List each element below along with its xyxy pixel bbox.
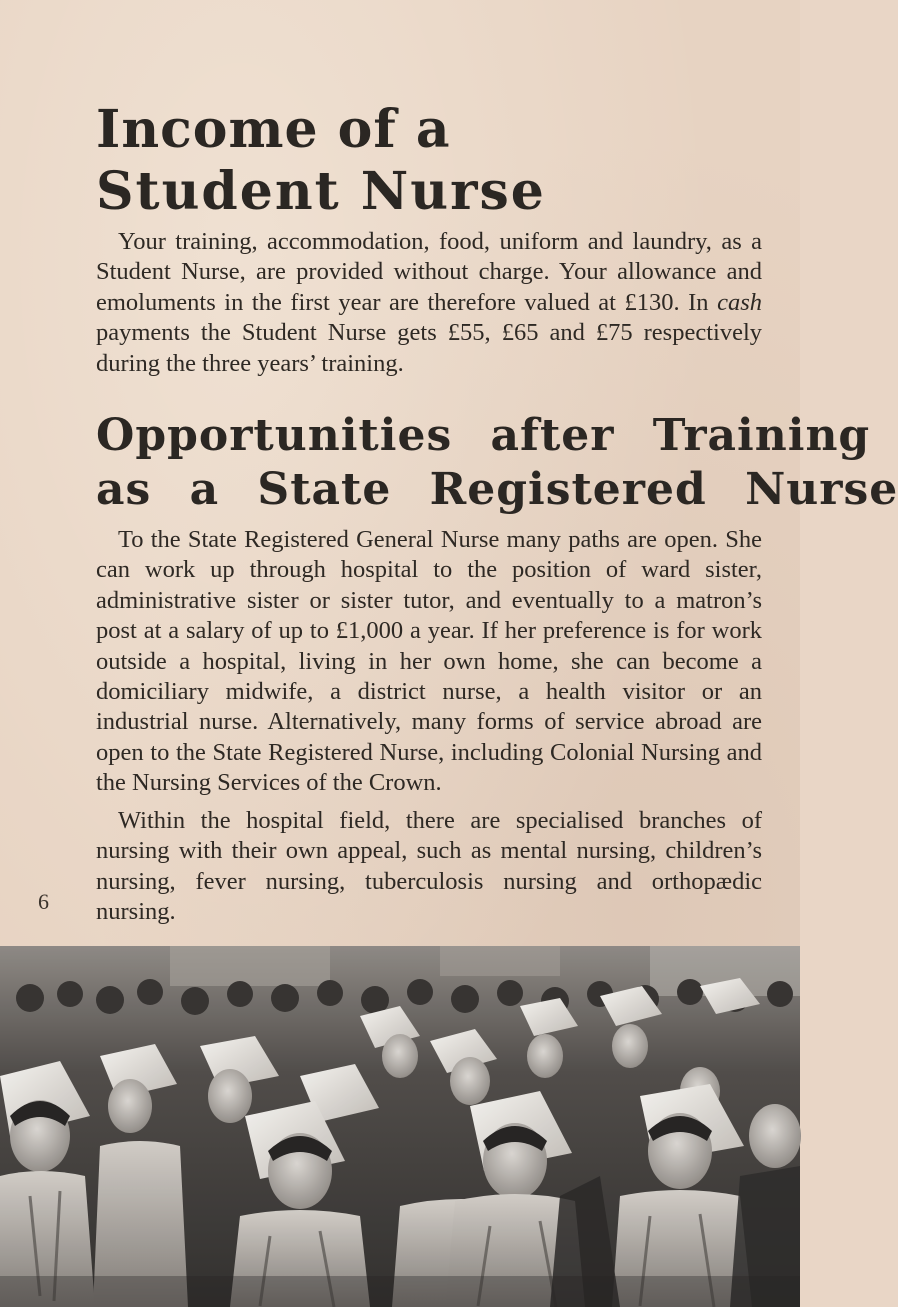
income-text-italic: cash <box>717 288 762 316</box>
specialised-branches-text: Within the hospital field, there are specialised branches of nursing with their own appeal, such as mental nursing, children’s nursing, fever nursing, tuberculosis nursing and orthopædic nursing. <box>96 807 762 926</box>
income-text-start: Your training, accommodation, food, uniform and laundry, as a Student Nurse, are provided without charge. Your allowance and emoluments in the first year are therefore valued at £130. In <box>96 228 762 316</box>
nurses-photograph <box>0 946 800 1307</box>
specialised-branches-paragraph <box>96 806 762 928</box>
income-text-end: payments the Student Nurse gets £55, £65 and £75 respectively during the three years’ training. <box>96 319 762 377</box>
page-number: 6 <box>38 889 49 914</box>
section-heading-line-1: Opportunities after Training <box>96 410 871 461</box>
income-paragraph <box>96 227 762 379</box>
opportunities-text: To the State Registered General Nurse many paths are open. She can work up through hospital to the position of ward sister, administrative sister or sister tutor, and eventually to a matron’s post at a salary of up to £1,000 a year. If her preference is for work outside a hospital, living in her own home, she can become a domiciliary midwife, a district nurse, a health visitor or an industrial nurse. Alternatively, many forms of service abroad are open to the State Registered Nurse, including Colonial Nursing and the Nursing Services of the Crown. <box>96 526 762 797</box>
photo-illustration <box>0 946 800 1307</box>
opportunities-paragraph <box>96 525 762 799</box>
title-line-1: Income of a <box>96 99 451 160</box>
title-line-2: Student Nurse <box>96 161 546 222</box>
section-heading-line-2: as a State Registered Nurse <box>96 464 898 515</box>
